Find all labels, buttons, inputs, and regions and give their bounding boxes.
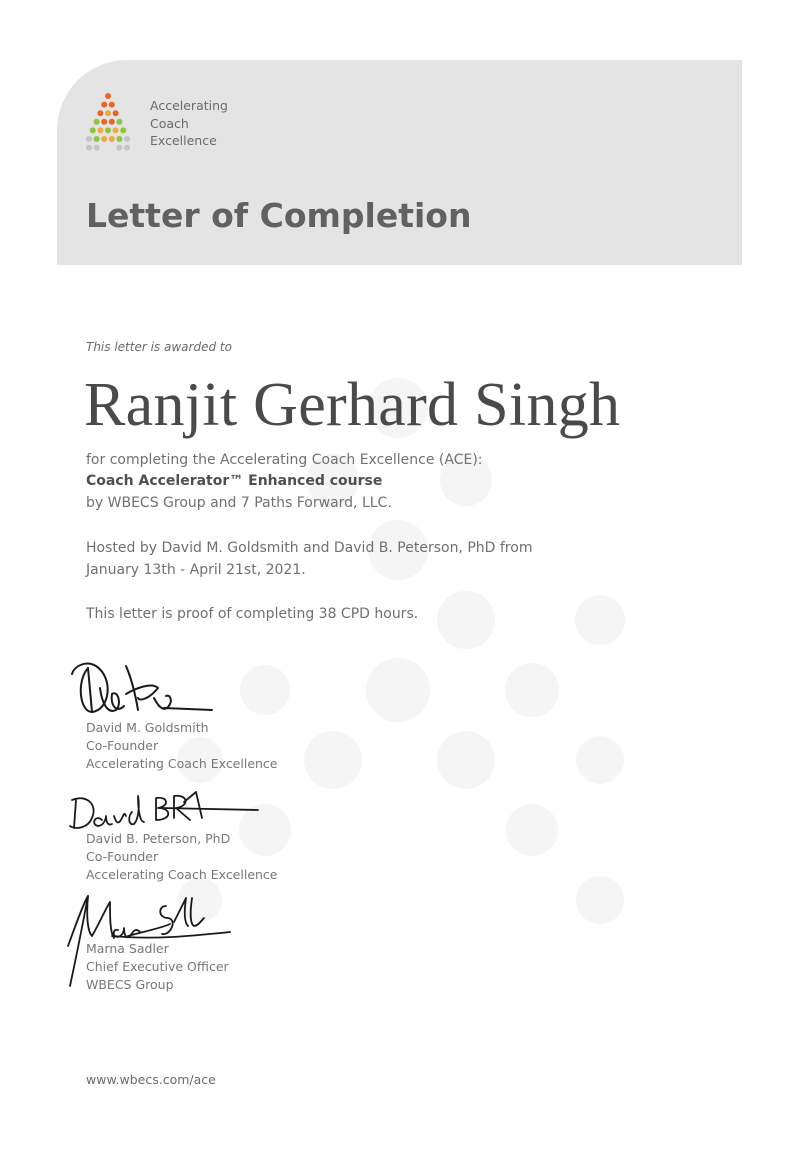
logo-line-1: Accelerating bbox=[150, 98, 228, 113]
signatory-organization: Accelerating Coach Excellence bbox=[86, 867, 278, 882]
signature-goldsmith bbox=[66, 654, 216, 724]
signatory-name: Marna Sadler bbox=[86, 941, 169, 956]
signatory-sadler bbox=[86, 940, 229, 994]
footer-url: www.wbecs.com/ace bbox=[86, 1072, 216, 1087]
signatory-organization: Accelerating Coach Excellence bbox=[86, 756, 278, 771]
signatory-goldsmith bbox=[86, 719, 278, 773]
hosted-line-1: Hosted by David M. Goldsmith and David B. Peterson, PhD from bbox=[86, 540, 533, 556]
cpd-line: This letter is proof of completing 38 CPD hours. bbox=[86, 606, 419, 622]
signatory-name: David B. Peterson, PhD bbox=[86, 831, 231, 846]
signatory-name: David M. Goldsmith bbox=[86, 720, 209, 735]
signatory-role: Chief Executive Officer bbox=[86, 959, 229, 974]
signatory-peterson bbox=[86, 830, 278, 884]
hosted-line-2: January 13th - April 21st, 2021. bbox=[86, 562, 306, 578]
logo-line-2: Coach bbox=[150, 115, 189, 131]
completion-line: for completing the Accelerating Coach Excellence (ACE): bbox=[86, 452, 483, 468]
course-name: Coach Accelerator™ Enhanced course bbox=[86, 473, 383, 489]
signatory-organization: WBECS Group bbox=[86, 977, 174, 992]
logo-line-3: Excellence bbox=[150, 133, 217, 148]
awarded-label: This letter is awarded to bbox=[86, 340, 232, 354]
signatory-role: Co-Founder bbox=[86, 849, 159, 864]
document-title: Letter of Completion bbox=[86, 196, 472, 235]
provider-line: by WBECS Group and 7 Paths Forward, LLC. bbox=[86, 495, 392, 511]
recipient-name: Ranjit Gerhard Singh bbox=[84, 371, 621, 439]
signatory-role: Co-Founder bbox=[86, 738, 159, 753]
signature-peterson bbox=[62, 788, 262, 834]
